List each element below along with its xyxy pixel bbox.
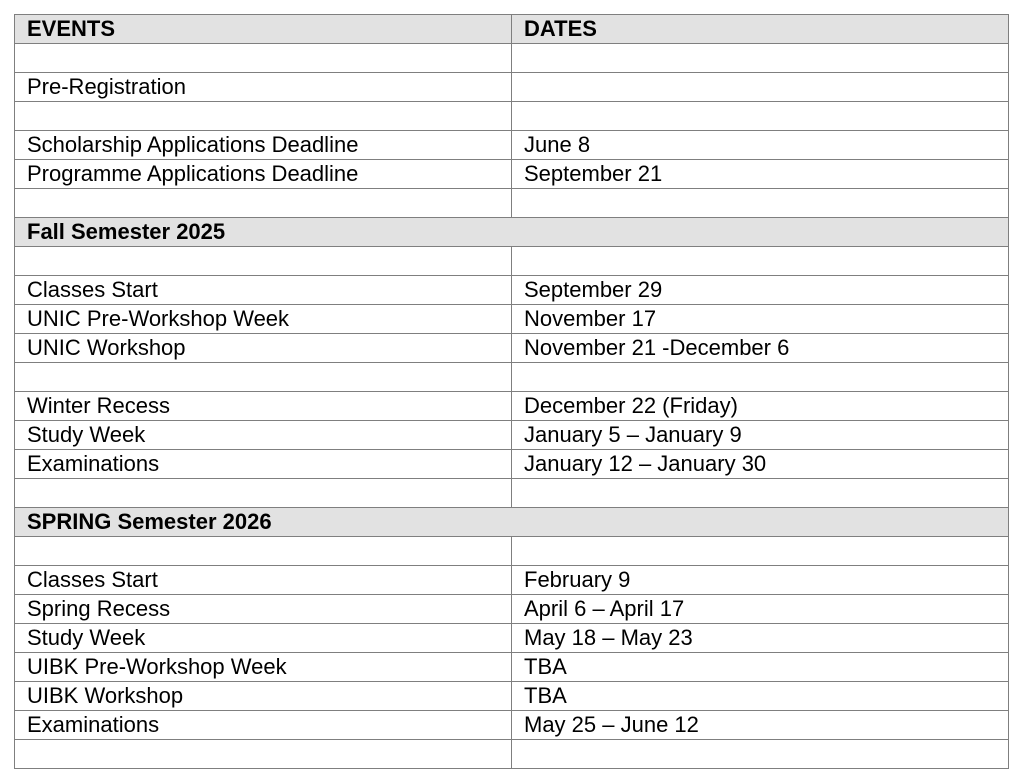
date-cell	[512, 44, 1009, 73]
event-cell	[15, 537, 512, 566]
event-cell: Examinations	[15, 711, 512, 740]
date-cell: January 5 – January 9	[512, 421, 1009, 450]
date-cell: May 18 – May 23	[512, 624, 1009, 653]
date-cell: April 6 – April 17	[512, 595, 1009, 624]
event-cell: Examinations	[15, 450, 512, 479]
date-cell: June 8	[512, 131, 1009, 160]
table-row	[15, 566, 1009, 595]
table-row	[15, 73, 1009, 102]
event-cell: UIBK Workshop	[15, 682, 512, 711]
blank-row	[15, 44, 1009, 73]
event-cell: Classes Start	[15, 276, 512, 305]
section-title: SPRING Semester 2026	[15, 508, 1009, 537]
event-cell: UIBK Pre-Workshop Week	[15, 653, 512, 682]
section-title: Fall Semester 2025	[15, 218, 1009, 247]
event-cell	[15, 363, 512, 392]
table-row	[15, 653, 1009, 682]
section-header-row	[15, 508, 1009, 537]
table-row	[15, 682, 1009, 711]
table-row	[15, 334, 1009, 363]
table-row	[15, 711, 1009, 740]
table-row	[15, 595, 1009, 624]
table-row	[15, 392, 1009, 421]
event-cell: Programme Applications Deadline	[15, 160, 512, 189]
event-cell: Classes Start	[15, 566, 512, 595]
date-cell: November 21 -December 6	[512, 334, 1009, 363]
date-cell	[512, 247, 1009, 276]
table-row	[15, 421, 1009, 450]
event-cell: Study Week	[15, 421, 512, 450]
table-row	[15, 131, 1009, 160]
event-cell	[15, 740, 512, 769]
date-cell	[512, 189, 1009, 218]
date-cell: May 25 – June 12	[512, 711, 1009, 740]
date-cell: September 21	[512, 160, 1009, 189]
date-cell: December 22 (Friday)	[512, 392, 1009, 421]
event-cell: UNIC Pre-Workshop Week	[15, 305, 512, 334]
event-cell	[15, 44, 512, 73]
table-row	[15, 160, 1009, 189]
event-cell: Spring Recess	[15, 595, 512, 624]
event-cell: Winter Recess	[15, 392, 512, 421]
date-cell	[512, 363, 1009, 392]
date-cell: November 17	[512, 305, 1009, 334]
table-row	[15, 450, 1009, 479]
blank-row	[15, 537, 1009, 566]
event-cell: UNIC Workshop	[15, 334, 512, 363]
blank-row	[15, 102, 1009, 131]
event-cell	[15, 102, 512, 131]
section-header-row	[15, 218, 1009, 247]
table-header	[15, 15, 1009, 44]
blank-row	[15, 189, 1009, 218]
event-cell	[15, 247, 512, 276]
table-row	[15, 624, 1009, 653]
date-cell	[512, 479, 1009, 508]
events-column-header: EVENTS	[15, 15, 512, 44]
date-cell: January 12 – January 30	[512, 450, 1009, 479]
date-cell	[512, 73, 1009, 102]
academic-calendar-table	[14, 14, 1009, 769]
table-body	[15, 44, 1009, 769]
event-cell	[15, 479, 512, 508]
dates-column-header: DATES	[512, 15, 1009, 44]
date-cell: TBA	[512, 653, 1009, 682]
event-cell: Study Week	[15, 624, 512, 653]
blank-row	[15, 363, 1009, 392]
date-cell	[512, 102, 1009, 131]
date-cell	[512, 537, 1009, 566]
date-cell: September 29	[512, 276, 1009, 305]
date-cell	[512, 740, 1009, 769]
blank-row	[15, 740, 1009, 769]
blank-row	[15, 247, 1009, 276]
date-cell: February 9	[512, 566, 1009, 595]
event-cell	[15, 189, 512, 218]
event-cell: Pre-Registration	[15, 73, 512, 102]
blank-row	[15, 479, 1009, 508]
header-row	[15, 15, 1009, 44]
event-cell: Scholarship Applications Deadline	[15, 131, 512, 160]
table-row	[15, 276, 1009, 305]
table-row	[15, 305, 1009, 334]
date-cell: TBA	[512, 682, 1009, 711]
